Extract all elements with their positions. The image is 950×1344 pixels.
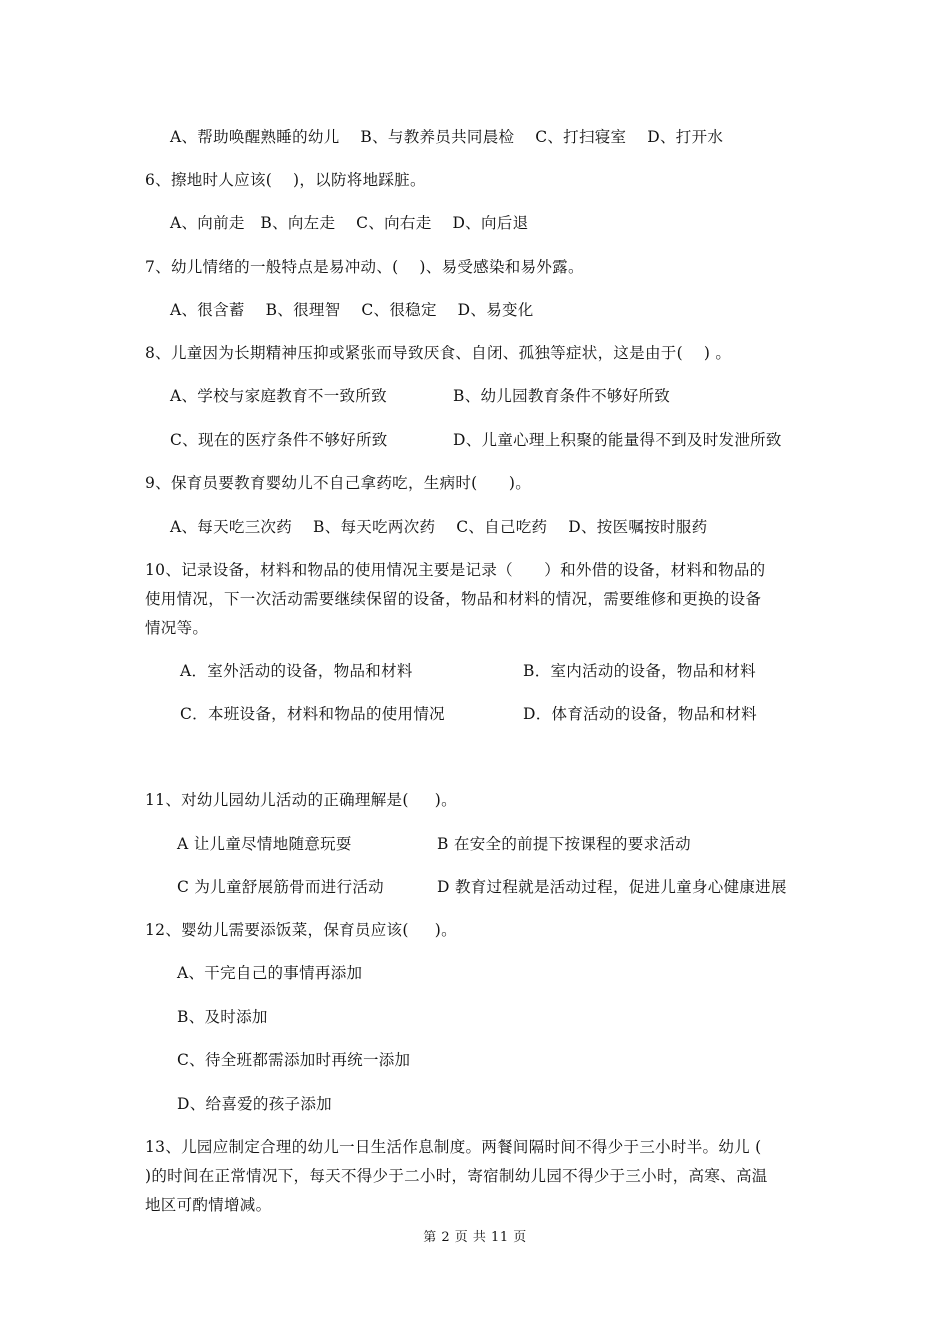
q6-stem: 6、擦地时人应该( )，以防将地踩脏。 xyxy=(145,171,426,189)
q8-option-a: A、学校与家庭教育不一致所致 xyxy=(170,387,387,405)
q8-option-c: C、现在的医疗条件不够好所致 xyxy=(170,431,388,449)
q12-option-b: B、及时添加 xyxy=(177,1008,268,1026)
q10-stem-line-1: 10、记录设备，材料和物品的使用情况主要是记录（ ）和外借的设备，材料和物品的 xyxy=(145,561,766,579)
q12-option-a: A、干完自己的事情再添加 xyxy=(177,964,363,982)
q8-option-d: D、儿童心理上积聚的能量得不到及时发泄所致 xyxy=(453,431,782,449)
q11-option-a: A 让儿童尽情地随意玩耍 xyxy=(177,835,352,853)
q11-option-c: C 为儿童舒展筋骨而进行活动 xyxy=(177,878,384,896)
q10-option-c: C．本班设备，材料和物品的使用情况 xyxy=(180,705,445,723)
q13-stem-line-3: 地区可酌情增减。 xyxy=(145,1196,272,1214)
q7-stem: 7、幼儿情绪的一般特点是易冲动、( )、易受感染和易外露。 xyxy=(145,258,584,276)
q6-options: A、向前走 B、向左走 C、向右走 D、向后退 xyxy=(170,214,529,232)
q5-options: A、帮助唤醒熟睡的幼儿 B、与教养员共同晨检 C、打扫寝室 D、打开水 xyxy=(170,128,724,146)
q9-stem: 9、保育员要教育婴幼儿不自己拿药吃，生病时( )。 xyxy=(145,474,532,492)
q12-stem: 12、婴幼儿需要添饭菜，保育员应该( )。 xyxy=(145,921,457,939)
q8-stem: 8、儿童因为长期精神压抑或紧张而导致厌食、自闭、孤独等症状，这是由于( ) 。 xyxy=(145,344,732,362)
q11-stem: 11、对幼儿园幼儿活动的正确理解是( )。 xyxy=(145,791,457,809)
q10-stem-line-2: 使用情况，下一次活动需要继续保留的设备，物品和材料的情况，需要维修和更换的设备 xyxy=(145,590,762,608)
q10-option-d: D．体育活动的设备，物品和材料 xyxy=(523,705,757,723)
q13-stem-line-2: )的时间在正常情况下，每天不得少于二小时，寄宿制幼儿园不得少于三小时，高寒、高温 xyxy=(145,1167,768,1185)
q9-options: A、每天吃三次药 B、每天吃两次药 C、自己吃药 D、按医嘱按时服药 xyxy=(170,518,708,536)
q10-option-a: A．室外活动的设备，物品和材料 xyxy=(180,662,413,680)
q8-option-b: B、幼儿园教育条件不够好所致 xyxy=(453,387,671,405)
q12-option-c: C、待全班都需添加时再统一添加 xyxy=(177,1051,411,1069)
page-footer: 第 2 页 共 11 页 xyxy=(423,1230,527,1245)
q12-option-d: D、给喜爱的孩子添加 xyxy=(177,1095,332,1113)
q7-options: A、很含蓄 B、很理智 C、很稳定 D、易变化 xyxy=(170,301,534,319)
q11-option-d: D 教育过程就是活动过程，促进儿童身心健康进展 xyxy=(437,878,787,896)
q11-option-b: B 在安全的前提下按课程的要求活动 xyxy=(437,835,691,853)
q13-stem-line-1: 13、儿园应制定合理的幼儿一日生活作息制度。两餐间隔时间不得少于三小时半。幼儿 ( xyxy=(145,1138,762,1156)
q10-option-b: B．室内活动的设备，物品和材料 xyxy=(523,662,756,680)
q10-stem-line-3: 情况等。 xyxy=(145,619,209,637)
